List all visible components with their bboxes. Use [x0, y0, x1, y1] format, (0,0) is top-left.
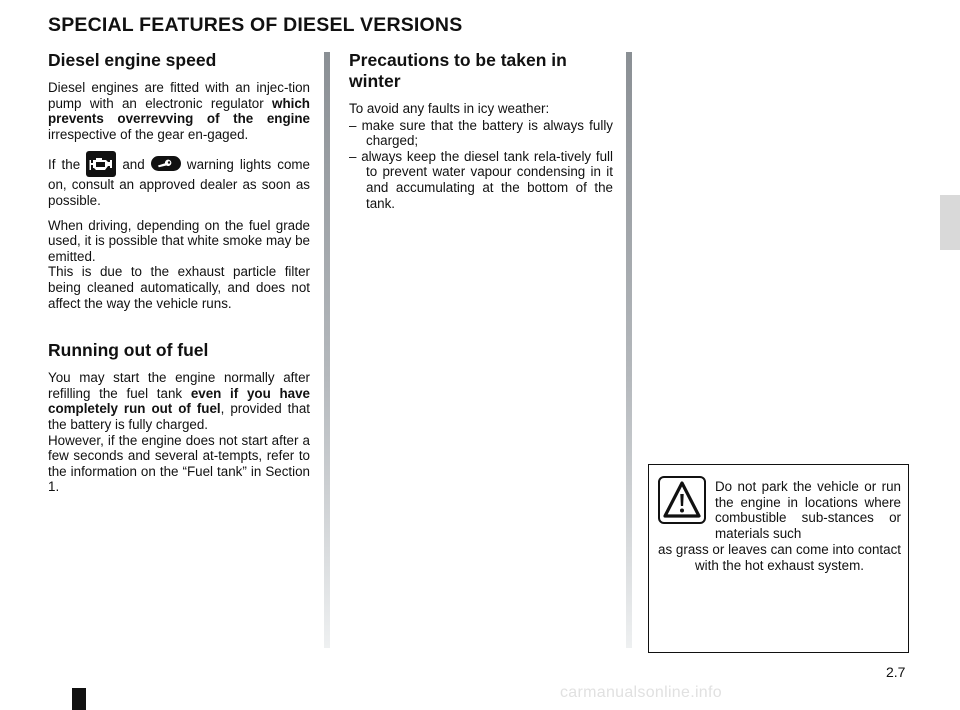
running-out-paragraph: You may start the engine normally after refilling the fuel tank even if you have completely run out of fuel, provided that the battery is fully charged. [48, 370, 310, 432]
left-column [48, 50, 310, 504]
engine-speed-paragraph: Diesel engines are fitted with an injec-tion pump with an electronic regulator which prevents overrevving of the engine irrespective of the gear en-gaged. [48, 80, 310, 142]
particle-filter-paragraph: This is due to the exhaust particle filter being cleaned automatically, and does not affect the way the vehicle runs. [48, 264, 310, 311]
winter-list [349, 118, 613, 212]
watermark: carmanualsonline.info [560, 684, 722, 701]
engine-speed-heading: Diesel engine speed [48, 50, 217, 70]
running-out-heading: Running out of fuel [48, 340, 209, 361]
section-tab [940, 195, 960, 250]
winter-heading: Precautions to be taken in winter [349, 50, 567, 91]
wrench-icon [151, 156, 181, 171]
engine-not-start-paragraph: However, if the engine does not start after a few seconds and several at-tempts, refer to the information on the “Fuel tank” in Section 1. [48, 432, 310, 495]
middle-column [349, 50, 613, 211]
column-divider-left [324, 52, 330, 648]
warning-box [648, 464, 909, 653]
column-divider-right [626, 52, 632, 648]
corner-mark [72, 688, 86, 710]
warning-text-continued: as grass or leaves can come into contact with the hot exhaust system. [658, 542, 901, 573]
page-number: 2.7 [886, 664, 906, 680]
engine-warning-icon [86, 151, 116, 177]
warning-lights-paragraph: If the and warning lights come on, consult an approved dealer as soon as possible. [48, 151, 310, 208]
winter-intro: To avoid any faults in icy weather: [349, 101, 550, 116]
warning-text: Do not park the vehicle or run the engine in locations where combustible sub-stances or materials such [715, 479, 901, 541]
page-title: SPECIAL FEATURES OF DIESEL VERSIONS [48, 14, 463, 36]
white-smoke-paragraph: When driving, depending on the fuel grade used, it is possible that white smoke may be emitted. [48, 217, 310, 264]
list-item: – make sure that the battery is always fully charged; [349, 117, 613, 149]
caution-triangle-icon [658, 476, 706, 524]
list-item: – always keep the diesel tank rela-tively full to prevent water vapour condensing in it and accumulating at the bottom of the tank. [349, 148, 613, 211]
